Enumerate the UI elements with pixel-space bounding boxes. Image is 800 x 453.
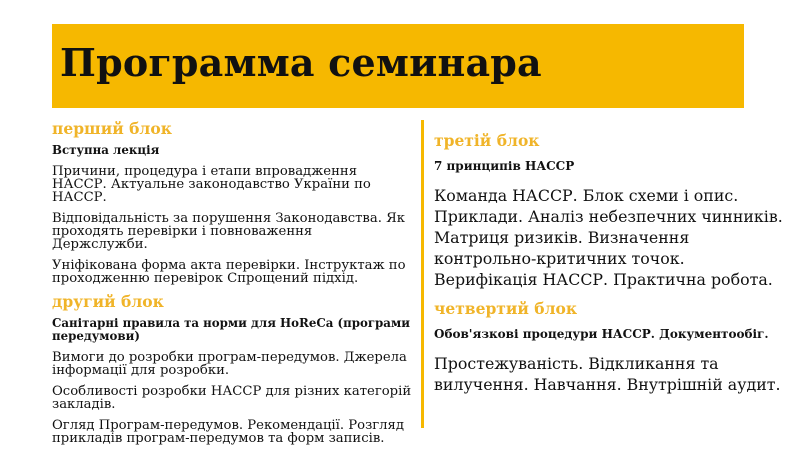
block-2-topic: Санітарні правила та норми для HoReCa (програми передумови)	[52, 316, 410, 343]
column-divider	[421, 120, 424, 428]
block-3	[434, 132, 786, 290]
block-1-item-3: Уніфікована форма акта перевірки. Інструктаж по проходженню перевірок Спрощений підхід.	[52, 258, 406, 286]
block-3-label: третій блок	[434, 131, 540, 150]
page-title: Программа семинара	[60, 40, 542, 85]
block-1-item-2: Відповідальність за порушення Законодавства. Як проходять перевірки і повноваження Держслужби.	[52, 211, 405, 252]
block-2	[52, 293, 412, 445]
block-4-item-1: Простежуваність. Відкликання та вилучення. Навчання. Внутрішній аудит.	[434, 354, 781, 394]
block-4	[434, 300, 786, 395]
block-3-item-1: Команда НАССР. Блок схеми і опис. Приклади. Аналіз небезпечних чинників. Матриця ризиків. Визначення контрольно-критичних точок. Верифікація НАССР. Практична робота.	[434, 186, 783, 289]
block-1-item-1: Причини, процедура і етапи впровадження НАССР. Актуальне законодавство України по НАССР.	[52, 164, 371, 205]
block-1-label: перший блок	[52, 119, 172, 138]
block-3-topic: 7 принципів НАССР	[434, 159, 575, 173]
block-1	[52, 120, 412, 285]
block-2-item-3: Огляд Програм-передумов. Рекомендації. Розгляд прикладів програм-передумов та форм записів.	[52, 418, 404, 446]
block-2-item-1: Вимоги до розробки програм-передумов. Джерела інформації для розробки.	[52, 350, 407, 378]
block-4-topic: Обов'язкові процедури НАССР. Документообіг.	[434, 327, 769, 341]
block-2-item-2: Особливості розробки НАССР для різних категорій закладів.	[52, 384, 412, 412]
block-1-topic: Вступна лекція	[52, 143, 160, 157]
block-2-label: другий блок	[52, 292, 164, 311]
left-column	[52, 120, 412, 453]
right-column	[434, 132, 786, 405]
block-4-label: четвертий блок	[434, 299, 578, 318]
